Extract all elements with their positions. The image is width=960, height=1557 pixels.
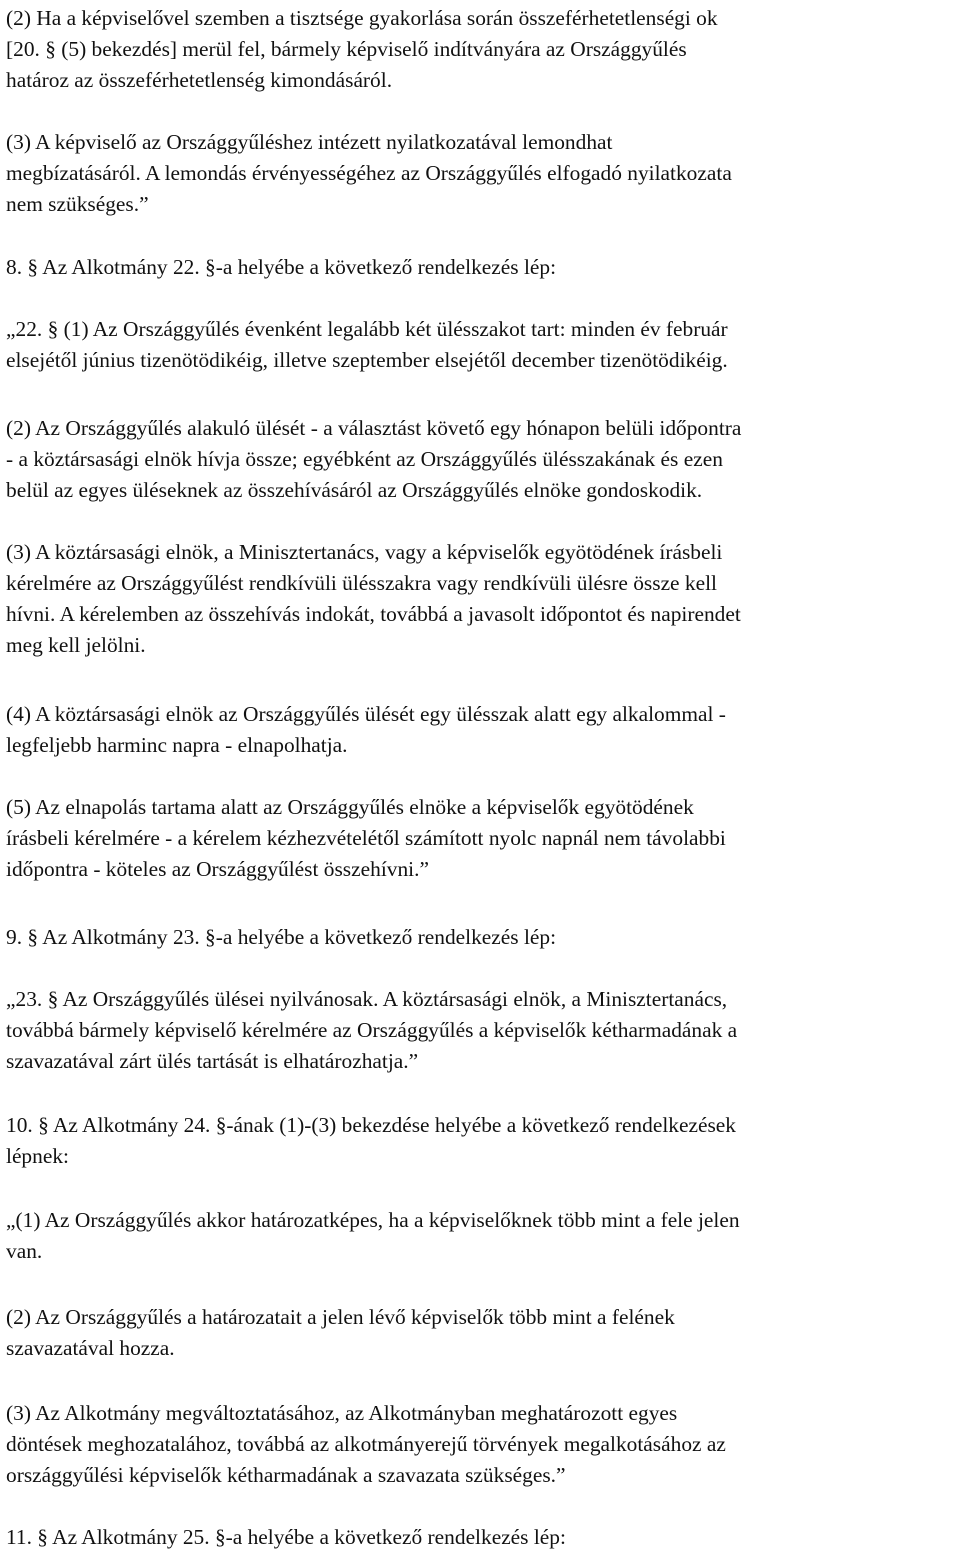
text-line: belül az egyes üléseknek az összehívásáról az Országgyűlés elnöke gondoskodik. xyxy=(6,478,703,502)
text-line: döntések meghozatalához, továbbá az alkotmányerejű törvények megalkotásához az xyxy=(6,1432,726,1456)
text-line: (4) A köztársasági elnök az Országgyűlés ülését egy ülésszak alatt egy alkalommal - xyxy=(6,702,726,726)
text-line: írásbeli kérelmére - a kérelem kézhezvételétől számított nyolc napnál nem távolabbi xyxy=(6,826,726,850)
section-heading: lépnek: xyxy=(6,1144,69,1168)
text-line: [20. § (5) bekezdés] merül fel, bármely képviselő indítványára az Országgyűlés xyxy=(6,37,687,61)
text-line: „22. § (1) Az Országgyűlés évenként legalább két ülésszakot tart: minden év február xyxy=(6,317,728,341)
section-heading: 10. § Az Alkotmány 24. §-ának (1)-(3) bekezdése helyébe a következő rendelkezések xyxy=(6,1113,736,1137)
text-line: legfeljebb harminc napra - elnapolhatja. xyxy=(6,733,348,757)
text-line: szavazatával hozza. xyxy=(6,1336,175,1360)
text-line: időpontra - köteles az Országgyűlést összehívni.” xyxy=(6,857,429,881)
text-line: (3) A köztársasági elnök, a Minisztertanács, vagy a képviselők egyötödének írásbeli xyxy=(6,540,723,564)
text-line: (2) Ha a képviselővel szemben a tisztsége gyakorlása során összeférhetetlenségi ok xyxy=(6,6,718,30)
section-heading: 11. § Az Alkotmány 25. §-a helyébe a következő rendelkezés lép: xyxy=(6,1525,566,1549)
text-line: van. xyxy=(6,1239,43,1263)
text-line: (2) Az Országgyűlés a határozatait a jelen lévő képviselők több mint a felének xyxy=(6,1305,675,1329)
text-line: (3) A képviselő az Országgyűléshez intézett nyilatkozatával lemondhat xyxy=(6,130,613,154)
text-line: (3) Az Alkotmány megváltoztatásához, az Alkotmányban meghatározott egyes xyxy=(6,1401,678,1425)
text-line: nem szükséges.” xyxy=(6,192,149,216)
text-line: - a köztársasági elnök hívja össze; egyébként az Országgyűlés ülésszakának és ezen xyxy=(6,447,723,471)
text-line: határoz az összeférhetetlenség kimondásáról. xyxy=(6,68,393,92)
text-line: megbízatásáról. A lemondás érvényességéhez az Országgyűlés elfogadó nyilatkozata xyxy=(6,161,732,185)
text-line: kérelmére az Országgyűlést rendkívüli ülésszakra vagy rendkívüli ülésre össze kell xyxy=(6,571,717,595)
text-line: szavazatával zárt ülés tartását is elhatározhatja.” xyxy=(6,1049,419,1073)
text-line: elsejétől június tizenötödikéig, illetve szeptember elsejétől december tizenötödikéig. xyxy=(6,348,728,372)
section-heading: 9. § Az Alkotmány 23. §-a helyébe a következő rendelkezés lép: xyxy=(6,925,557,949)
section-heading: 8. § Az Alkotmány 22. §-a helyébe a következő rendelkezés lép: xyxy=(6,255,557,279)
text-line: továbbá bármely képviselő kérelmére az Országgyűlés a képviselők kétharmadának a xyxy=(6,1018,738,1042)
text-line: hívni. A kérelemben az összehívás indokát, továbbá a javasolt időpontot és napirendet xyxy=(6,602,741,626)
text-line: (2) Az Országgyűlés alakuló ülését - a választást követő egy hónapon belüli időpontra xyxy=(6,416,742,440)
text-line: „23. § Az Országgyűlés ülései nyilvánosak. A köztársasági elnök, a Minisztertanács, xyxy=(6,987,728,1011)
text-line: (5) Az elnapolás tartama alatt az Országgyűlés elnöke a képviselők egyötödének xyxy=(6,795,694,819)
text-line: országgyűlési képviselők kétharmadának a szavazata szükséges.” xyxy=(6,1463,566,1487)
text-line: „(1) Az Országgyűlés akkor határozatképes, ha a képviselőknek több mint a fele jelen xyxy=(6,1208,740,1232)
text-line: meg kell jelölni. xyxy=(6,633,146,657)
